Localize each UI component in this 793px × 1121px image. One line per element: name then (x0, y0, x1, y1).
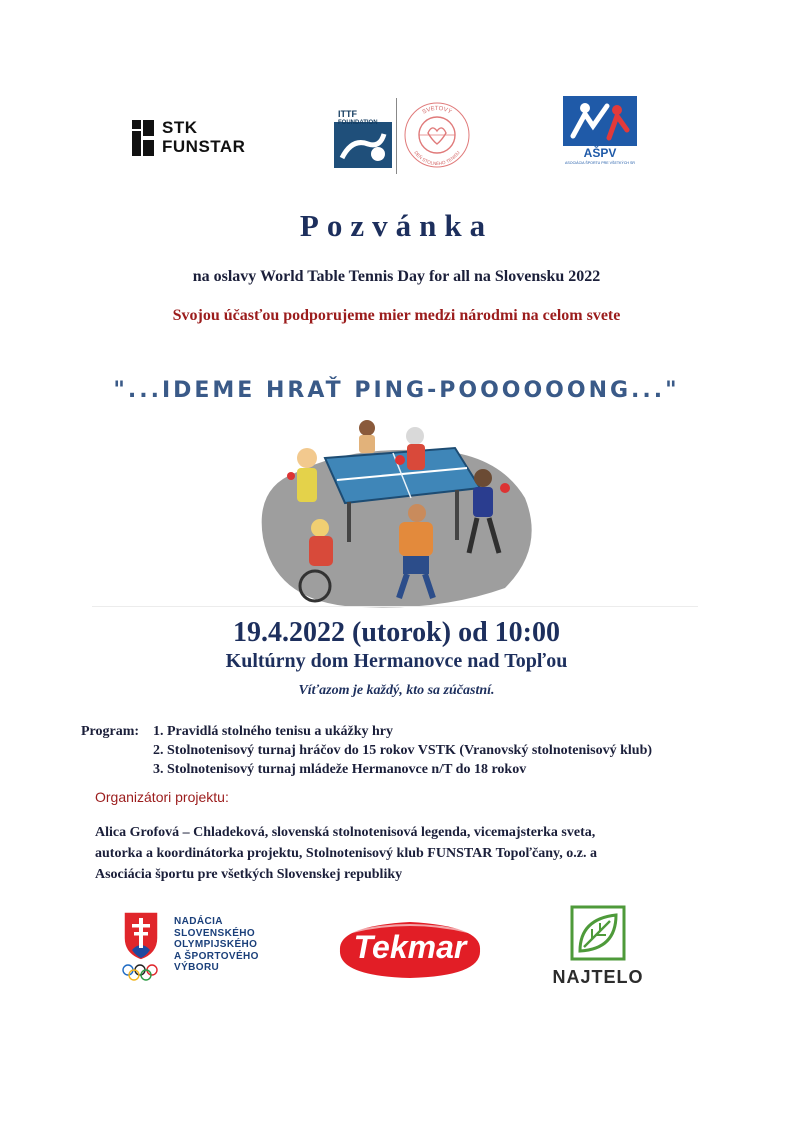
tekmar-text: Tekmar (353, 929, 467, 965)
stk-line1: STK (162, 118, 198, 137)
organizers-line: autorka a koordinátorka projektu, Stolnotenisový klub FUNSTAR Topoľčany, o.z. a (95, 846, 597, 861)
aspv-emblem-icon (563, 96, 637, 166)
event-venue: Kultúrny dom Hermanovce nad Topľou (225, 650, 568, 672)
sok-line: A ŠPORTOVÉHO (174, 950, 259, 962)
sok-line: SLOVENSKÉHO (174, 927, 256, 939)
organizers-label: Organizátori projektu: (95, 789, 229, 805)
organizers-text (95, 822, 715, 885)
najtelo-text: NAJTELO (552, 967, 644, 987)
sok-line: VÝBORU (174, 962, 220, 973)
program-item: 2. Stolnotenisový turnaj hráčov do 15 rokov VSTK (Vranovský stolnotenisový klub) (153, 743, 653, 758)
page-title: Pozvánka (299, 208, 494, 243)
world-tt-day-seal-icon (402, 100, 472, 170)
welcome-note: Víťazom je každý, kto sa zúčastní. (298, 683, 495, 698)
aspv-logo (563, 96, 637, 166)
event-date: 19.4.2022 (utorok) od 10:00 (233, 617, 560, 648)
seal-top-text: SVETOVÝ (421, 105, 453, 116)
ping-pong-illustration (255, 418, 540, 608)
program-row-1 (81, 722, 761, 741)
ittf-line1: ITTF (338, 109, 357, 119)
ittf-foundation-logo (334, 96, 474, 176)
aspv-caption: ASOCIÁCIA ŠPORTU PRE VŠETKÝCH SR (564, 161, 636, 165)
peace-motto: Svojou účasťou podporujeme mier medzi národmi na celom svete (172, 307, 621, 324)
organizers-line: Asociácia športu pre všetkých Slovenskej republiky (95, 867, 403, 882)
sok-line: OLYMPIJSKÉHO (174, 939, 258, 950)
divider-line (92, 606, 698, 607)
program-row-2 (81, 741, 761, 760)
subtitle: na oslavy World Table Tennis Day for all na Slovensku 2022 (192, 268, 601, 285)
ittf-divider (396, 98, 397, 174)
tekmar-logo (334, 916, 486, 982)
ittf-line2: FOUNDATION (338, 120, 378, 126)
stk-line2: FUNSTAR (162, 137, 246, 156)
stk-mark-icon (132, 120, 154, 156)
najtelo-logo (548, 905, 653, 990)
stk-logo-text (162, 118, 245, 156)
program-item: 1. Pravidlá stolného tenisu a ukážky hry (153, 724, 393, 739)
program-row-3 (81, 760, 761, 779)
ittf-box (334, 104, 392, 168)
slogan: "...IDEME HRAŤ PING-POOOOOONG..." (113, 378, 680, 403)
aspv-letters: AŠPV (583, 146, 617, 160)
najtelo-leaf-icon (570, 905, 626, 963)
sok-foundation-logo (118, 910, 288, 985)
svg-text:SVETOVÝ (422, 106, 453, 116)
ittf-text (338, 110, 378, 128)
sok-line: NADÁCIA (174, 916, 223, 927)
organizers-line: Alica Grofová – Chladeková, slovenská stolnotenisová legenda, vicemajsterka sveta, (95, 825, 596, 840)
program-item: 3. Stolnotenisový turnaj mládeže Hermanovce n/T do 18 rokov (153, 762, 527, 777)
seal-bottom-text: DEŇ STOLNÉHO TENISU (413, 150, 461, 167)
program-label: Program: (81, 724, 140, 739)
sok-text (174, 916, 259, 974)
program-section (81, 722, 761, 779)
slovak-crest-olympic-rings-icon (118, 910, 170, 985)
stk-funstar-logo (132, 118, 262, 158)
